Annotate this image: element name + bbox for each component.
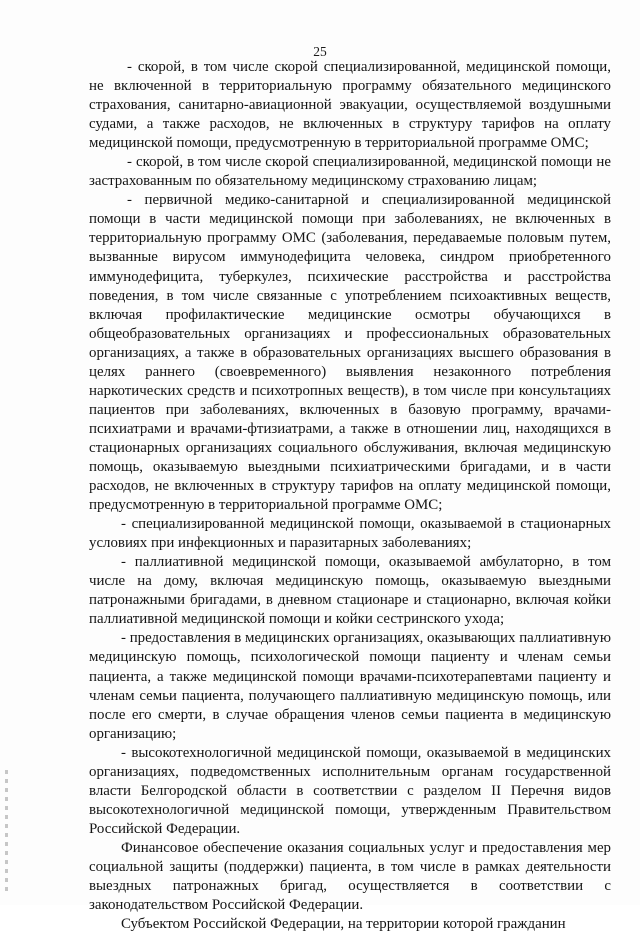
paragraph-high-tech-care: - высокотехнологичной медицинской помощи, оказываемой в медицинских организациях, подведомственных исполнительным органам государственной власти Белгородской области в соответствии с разделом II Перечня видов высокотехнологичной медицинской помощи, утвержденным Правительством Российской Федерации.	[89, 744, 611, 837]
document-body	[89, 58, 611, 934]
page-number: 25	[313, 44, 327, 59]
paragraph-emergency-care-not-in-program: - скорой, в том числе скорой специализированной, медицинской помощи, не включенной в территориальную программу обязательного медицинского страхования, санитарно-авиационной эвакуации, осуществляемой воздушными судами, а также расходов, не включенных в структуру тарифов на оплату медицинской помощи, предусмотренную в территориальной программе ОМС;	[89, 59, 611, 152]
paragraph-palliative-care: - паллиативной медицинской помощи, оказываемой амбулаторно, в том числе на дому, включая медицинскую помощь, оказываемую выездными патронажными бригадами, в дневном стационаре и стационарно, включая койки паллиативной медицинской помощи и койки сестринского ухода;	[89, 554, 611, 628]
paragraph-psychological-help: - предоставления в медицинских организациях, оказывающих паллиативную медицинскую помощь, психологической помощи пациенту и членам семьи пациента, а также медицинской помощи врачами-психотерапевтами пациенту и членам семьи пациента, получающего паллиативную медицинскую помощь, или после его смерти, в случае обращения членов семьи пациента в медицинскую организацию;	[89, 630, 611, 742]
paragraph-subject-rf: Субъектом Российской Федерации, на территории которой гражданин	[121, 916, 566, 933]
scan-edge-mark	[5, 770, 8, 895]
paragraph-infectious-diseases: - специализированной медицинской помощи, оказываемой в стационарных условиях при инфекционных и паразитарных заболеваниях;	[89, 516, 611, 552]
paragraph-social-services-funding: Финансовое обеспечение оказания социальных услуг и предоставления мер социальной защиты (поддержки) пациента, в том числе в рамках деятельности выездных патронажных бригад, осуществляется в соответствии с законодательством Российской Федерации.	[89, 839, 611, 914]
paragraph-primary-specialized-care: - первичной медико-санитарной и специализированной медицинской помощи в части медицинской помощи при заболеваниях, не включенных в территориальную программу ОМС (заболевания, передаваемые половым путем, вызванные вирусом иммунодефицита человека, синдром приобретенного иммунодефицита, туберкулез, психические расстройства и расстройства поведения, в том числе связанные с употреблением психоактивных веществ, включая профилактические медицинские осмотры обучающихся в общеобразовательных организациях и профессиональных образовательных организациях, а также в образовательных организациях высшего образования в целях раннего (своевременного) выявления незаконного потребления наркотических средств и психотропных веществ), в том числе при консультациях пациентов при заболеваниях, включенных в базовую программу, врачами-психиатрами и врачами-фтизиатрами, а также в отношении лиц, находящихся в стационарных организациях социального обслуживания, включая медицинскую помощь, оказываемую выездными психиатрическими бригадами, и в части расходов, не включенных в структуру тарифов на оплату медицинской помощи, предусмотренную в территориальной программе ОМС;	[89, 192, 611, 514]
paragraph-emergency-care-uninsured: - скорой, в том числе скорой специализированной, медицинской помощи не застрахованным по обязательному медицинскому страхованию лицам;	[89, 154, 611, 190]
